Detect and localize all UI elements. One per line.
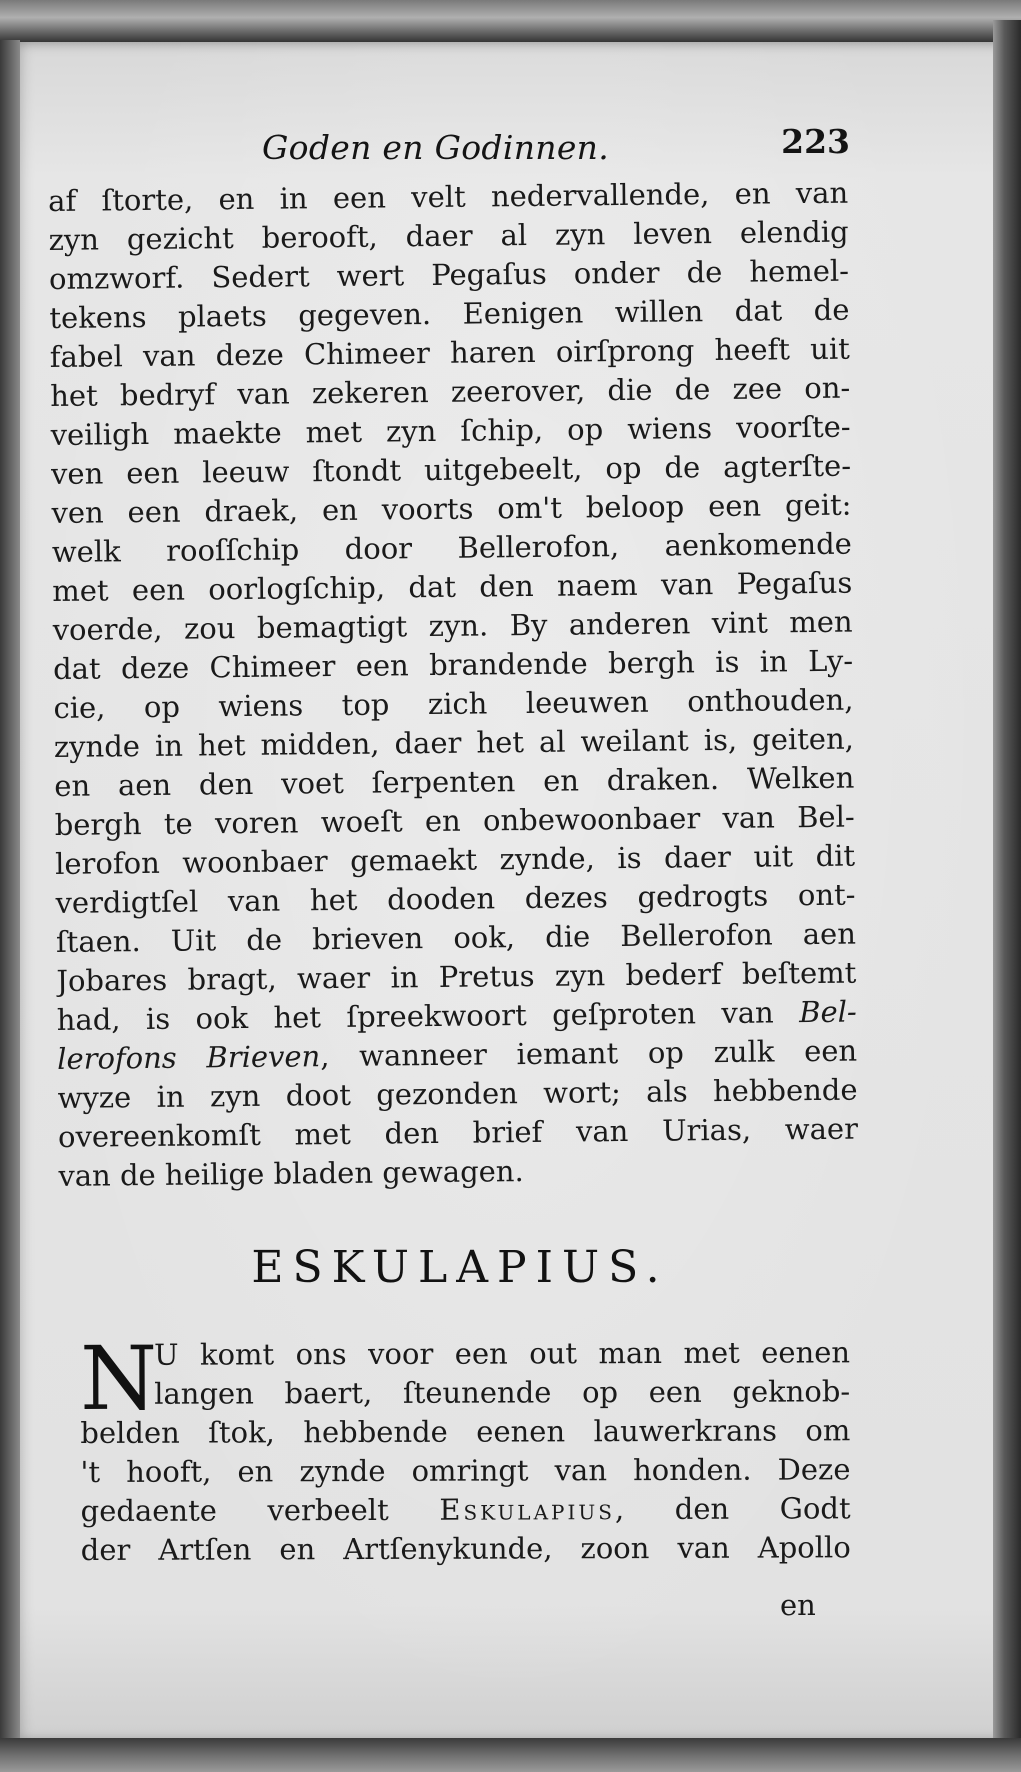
- section-text: [79, 1326, 851, 1569]
- text-line: ven een leeuw ſtondt uitgebeelt, op de agterſte-: [50, 448, 852, 491]
- text-line: het bedryf van zekeren zeerover, die de zee on-: [50, 370, 851, 413]
- text-run: , wanneer iemant op zulk een: [320, 1033, 858, 1074]
- text-line: dat deze Chimeer een brandende bergh is in Ly-: [52, 643, 854, 686]
- text-line: tekens plaets gegeven. Eenigen willen dat de: [49, 292, 850, 335]
- text-line: voerde, zou bemagtigt zyn. By anderen vint men: [52, 604, 853, 647]
- left-page-edge: [0, 40, 20, 1740]
- text-line: U komt ons voor een out man met eenen: [154, 1335, 851, 1372]
- text-run: , den Godt: [614, 1491, 851, 1527]
- catchword: en: [780, 1588, 816, 1622]
- text-line: van de heilige bladen gewagen.: [58, 1154, 524, 1193]
- text-line: [81, 1488, 851, 1530]
- text-run: had, is ook het ſpreekwoort geſproten van: [56, 995, 800, 1037]
- text-line: welk rooſſchip door Bellerofon, aenkomende: [51, 526, 853, 569]
- text-line: lerofon woonbaer gemaekt zynde, is daer uit dit: [54, 838, 856, 881]
- text-line: overeenkomſt met den brief van Urias, waer: [57, 1111, 859, 1154]
- text-line: 't hooft, en zynde omringt van honden. Deze: [80, 1452, 851, 1489]
- text-line: bergh te voren woeſt en onbewoonbaer van Bel-: [54, 799, 855, 842]
- text-line: zynde in het midden, daer het al weilant is, geiten,: [53, 721, 855, 764]
- text-line: verdigtſel van het dooden dezes gedrogts ont-: [55, 877, 856, 920]
- body-text: [48, 174, 859, 1196]
- page-header: [250, 122, 850, 172]
- text-line: en aen den voet ſerpenten en draken. Welken: [54, 760, 855, 803]
- italic-text-run: Bel-: [799, 994, 857, 1030]
- text-line: Jobares bragt, waer in Pretus zyn bederf beſtemt: [56, 955, 857, 998]
- text-line: met een oorlogſchip, dat den naem van Pegaſus: [52, 565, 853, 608]
- italic-text-run: lerofons Brieven: [57, 1039, 321, 1076]
- right-page-edge: [993, 20, 1021, 1740]
- running-head: Goden en Godinnen.: [262, 128, 609, 167]
- text-line: cie, op wiens top zich leeuwen onthouden,: [53, 682, 854, 725]
- text-line: wyze in zyn doot gezonden wort; als hebbende: [57, 1072, 858, 1115]
- text-line: belden ſtok, hebbende eenen lauwerkrans om: [80, 1413, 851, 1450]
- page-number: 223: [781, 122, 850, 161]
- text-run: gedaente verbeelt: [80, 1492, 440, 1528]
- text-line: omzworf. Sedert wert Pegaſus onder de hemel-: [48, 253, 850, 296]
- smallcaps-text-run: Eskulapius: [439, 1492, 615, 1527]
- text-line: fabel van deze Chimeer haren oirſprong heeft uit: [49, 331, 850, 374]
- top-binding-edge: [0, 0, 1021, 44]
- text-line: ſtaen. Uit de brieven ook, die Bellerofon aen: [55, 916, 857, 959]
- text-line: af ſtorte, en in een velt nedervallende, en van: [48, 175, 849, 218]
- drop-cap: N: [79, 1326, 158, 1430]
- text-line: ven een draek, en voorts om't beloop een geit:: [51, 487, 852, 530]
- text-line: der Artſen en Artſenykunde, zoon van Apollo: [80, 1530, 851, 1567]
- text-line: zyn gezicht berooft, daer al zyn leven elendig: [48, 214, 849, 257]
- bottom-edge: [0, 1738, 1021, 1772]
- text-line: veiligh maekte met zyn ſchip, op wiens voorſte-: [50, 409, 851, 452]
- text-line: langen baert, ſteunende op een geknob-: [154, 1374, 851, 1411]
- section-title: ESKULAPIUS.: [251, 1242, 669, 1293]
